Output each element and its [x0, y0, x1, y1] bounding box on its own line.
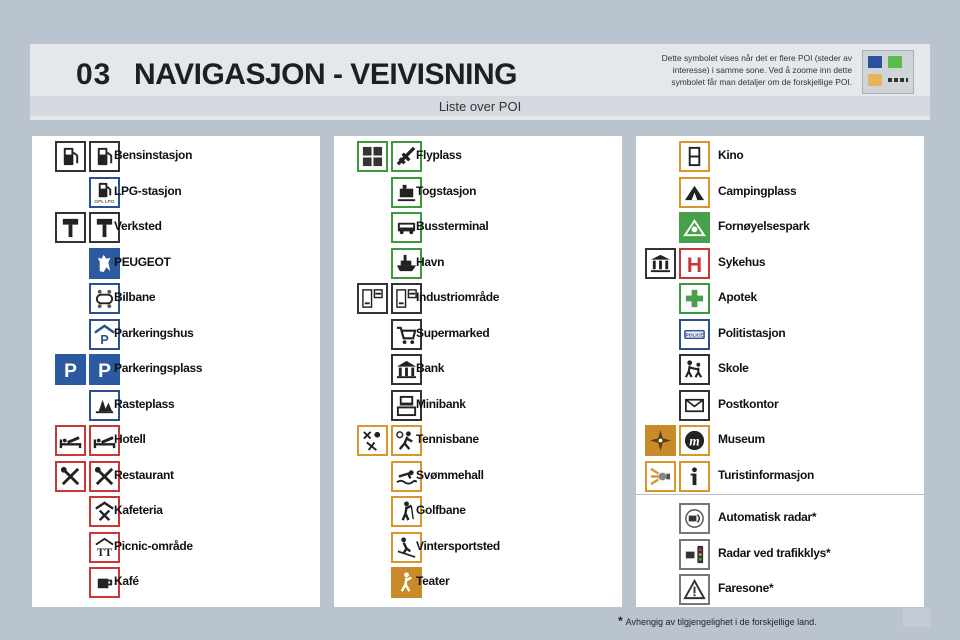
poi-column-1 — [32, 136, 320, 607]
traffic-light-camera-icon — [679, 539, 710, 570]
poi-row — [334, 565, 622, 600]
fuel-pump-icon — [55, 141, 86, 172]
poi-row — [636, 572, 924, 607]
poi-icon-group — [679, 539, 710, 570]
poi-label: Kafé — [114, 574, 139, 588]
svg-text:H: H — [686, 253, 703, 275]
poi-icon-group — [679, 390, 710, 421]
poi-label: Campingplass — [718, 183, 797, 198]
poi-icon-group — [679, 503, 710, 534]
compass-icon — [645, 425, 676, 456]
page-subtitle: Liste over POI — [438, 99, 522, 114]
svg-text:P: P — [64, 361, 77, 381]
poi-label: Hotell — [114, 432, 146, 446]
info-icon — [679, 461, 710, 492]
page-number-badge — [903, 608, 930, 627]
cluster-note: Dette symbolet vises når det er flere POI (steder av interesse) i samme sone. Ved å zoome inn dette symbolet får man detaljer om de forskjellige POI. — [661, 53, 852, 87]
poi-label: Restaurant — [114, 467, 174, 482]
poi-icon-group — [645, 461, 710, 492]
poi-row — [334, 210, 622, 245]
poi-label: Teater — [416, 574, 450, 588]
poi-row — [334, 175, 622, 210]
poi-icon-group — [357, 283, 422, 314]
poi-row — [32, 210, 320, 245]
poi-label: Rasteplass — [114, 396, 175, 411]
poi-row — [636, 139, 924, 174]
poi-icon-group — [645, 425, 710, 456]
airport-signs-icon — [357, 141, 388, 172]
poi-label: Parkeringsplass — [114, 361, 203, 375]
poi-label: Kino — [718, 148, 744, 162]
poi-label: Bank — [416, 361, 445, 375]
poi-label: Minibank — [416, 396, 466, 411]
poi-row — [334, 388, 622, 423]
poi-label: Postkontor — [718, 396, 779, 411]
bed-icon — [55, 425, 86, 456]
poi-row — [32, 246, 320, 281]
poi-label: Faresone* — [718, 581, 774, 595]
lighthouse-icon — [645, 461, 676, 492]
svg-text:GPL LPG: GPL LPG — [94, 199, 115, 204]
page-title: NAVIGASJON - VEIVISNING — [134, 58, 518, 91]
poi-label: Togstasjon — [416, 183, 477, 198]
school-icon — [679, 354, 710, 385]
poi-icon-group — [357, 141, 422, 172]
tent-icon — [679, 177, 710, 208]
poi-label: Turistinformasjon — [718, 467, 815, 482]
poi-label: PEUGEOT — [114, 254, 171, 269]
poi-row — [32, 423, 320, 458]
poi-row — [636, 317, 924, 352]
poi-label: Supermarked — [416, 325, 490, 340]
footnote-marker: * — [618, 614, 623, 628]
poi-label: Vintersportsted — [416, 538, 500, 553]
poi-row — [32, 352, 320, 387]
poi-icon-group — [55, 461, 120, 492]
poi-label: Skole — [718, 361, 749, 375]
poi-label: Flyplass — [416, 148, 462, 162]
poi-row — [334, 352, 622, 387]
poi-icon-group — [357, 425, 422, 456]
poi-icon-group — [679, 283, 710, 314]
poi-cluster-icon — [862, 50, 914, 94]
film-strip-icon — [679, 141, 710, 172]
poi-label: Bilbane — [114, 290, 156, 304]
poi-row — [334, 423, 622, 458]
poi-row — [334, 139, 622, 174]
poi-label: Politistasjon — [718, 325, 786, 340]
poi-icon-group — [679, 141, 710, 172]
poi-icon-group — [679, 319, 710, 350]
page-header — [30, 44, 930, 120]
poi-row — [636, 501, 924, 536]
poi-row — [636, 352, 924, 387]
poi-label: Industriområde — [416, 290, 500, 304]
museum-icon — [679, 425, 710, 456]
poi-label: Picnic-område — [114, 538, 193, 553]
poi-row — [334, 530, 622, 565]
cutlery-icon — [55, 461, 86, 492]
poi-icon-group — [55, 425, 120, 456]
poi-row — [32, 388, 320, 423]
poi-row — [636, 175, 924, 210]
poi-label: Kafeteria — [114, 503, 163, 517]
poi-label: Bussterminal — [416, 219, 489, 233]
poi-row — [32, 317, 320, 352]
monument-icon — [645, 248, 676, 279]
poi-label: Svømmehall — [416, 467, 484, 482]
danger-zone-icon — [679, 574, 710, 605]
poi-label: Bensinstasjon — [114, 148, 193, 162]
svg-text:POLICE: POLICE — [685, 332, 704, 338]
poi-label: Parkeringshus — [114, 325, 194, 340]
amusement-park-icon — [679, 212, 710, 243]
poi-icon-group — [679, 574, 710, 605]
pharmacy-cross-icon — [679, 283, 710, 314]
poi-row — [636, 537, 924, 572]
poi-icon-group — [55, 141, 120, 172]
poi-row — [32, 494, 320, 529]
poi-icon-group — [679, 354, 710, 385]
poi-row — [32, 459, 320, 494]
poi-label: Automatisk radar* — [718, 510, 817, 524]
poi-column-3 — [636, 136, 924, 607]
svg-text:m: m — [689, 433, 700, 449]
poi-label: Apotek — [718, 290, 757, 304]
svg-text:TT: TT — [96, 546, 113, 559]
poi-icon-group — [645, 248, 710, 279]
poi-row — [32, 139, 320, 174]
envelope-icon — [679, 390, 710, 421]
poi-row — [636, 423, 924, 458]
poi-label: Havn — [416, 254, 445, 269]
poi-column-2 — [334, 136, 622, 607]
poi-row — [32, 281, 320, 316]
poi-label: Golfbane — [416, 503, 466, 517]
poi-label: Tennisbane — [416, 432, 479, 446]
poi-label: LPG-stasjon — [114, 183, 182, 198]
poi-row — [636, 459, 924, 494]
sports-icon — [357, 425, 388, 456]
poi-label: Fornøyelsespark — [718, 219, 810, 233]
footnote — [618, 614, 817, 628]
poi-row — [636, 281, 924, 316]
poi-label: Sykehus — [718, 254, 766, 269]
speed-camera-icon — [679, 503, 710, 534]
poi-row — [334, 317, 622, 352]
svg-text:P: P — [98, 361, 111, 381]
poi-row — [334, 281, 622, 316]
poi-row — [334, 246, 622, 281]
svg-text:P: P — [100, 332, 109, 346]
police-icon — [679, 319, 710, 350]
poi-row — [636, 210, 924, 245]
poi-icon-group — [55, 212, 120, 243]
factory-icon — [357, 283, 388, 314]
poi-icon-group — [679, 212, 710, 243]
poi-row — [636, 388, 924, 423]
poi-icon-group — [679, 177, 710, 208]
hospital-icon — [679, 248, 710, 279]
chapter-number: 03 — [76, 58, 112, 91]
poi-row — [32, 175, 320, 210]
radar-section-divider — [636, 494, 924, 495]
parking-icon — [55, 354, 86, 385]
poi-label: Museum — [718, 432, 765, 446]
poi-row — [334, 459, 622, 494]
footnote-text: Avhengig av tilgjengelighet i de forskjellige land. — [625, 617, 817, 627]
poi-row — [636, 246, 924, 281]
poi-icon-group — [55, 354, 120, 385]
poi-row — [32, 530, 320, 565]
hammer-icon — [55, 212, 86, 243]
poi-label: Radar ved trafikklys* — [718, 545, 831, 560]
poi-label: Verksted — [114, 219, 162, 233]
poi-row — [32, 565, 320, 600]
poi-row — [334, 494, 622, 529]
